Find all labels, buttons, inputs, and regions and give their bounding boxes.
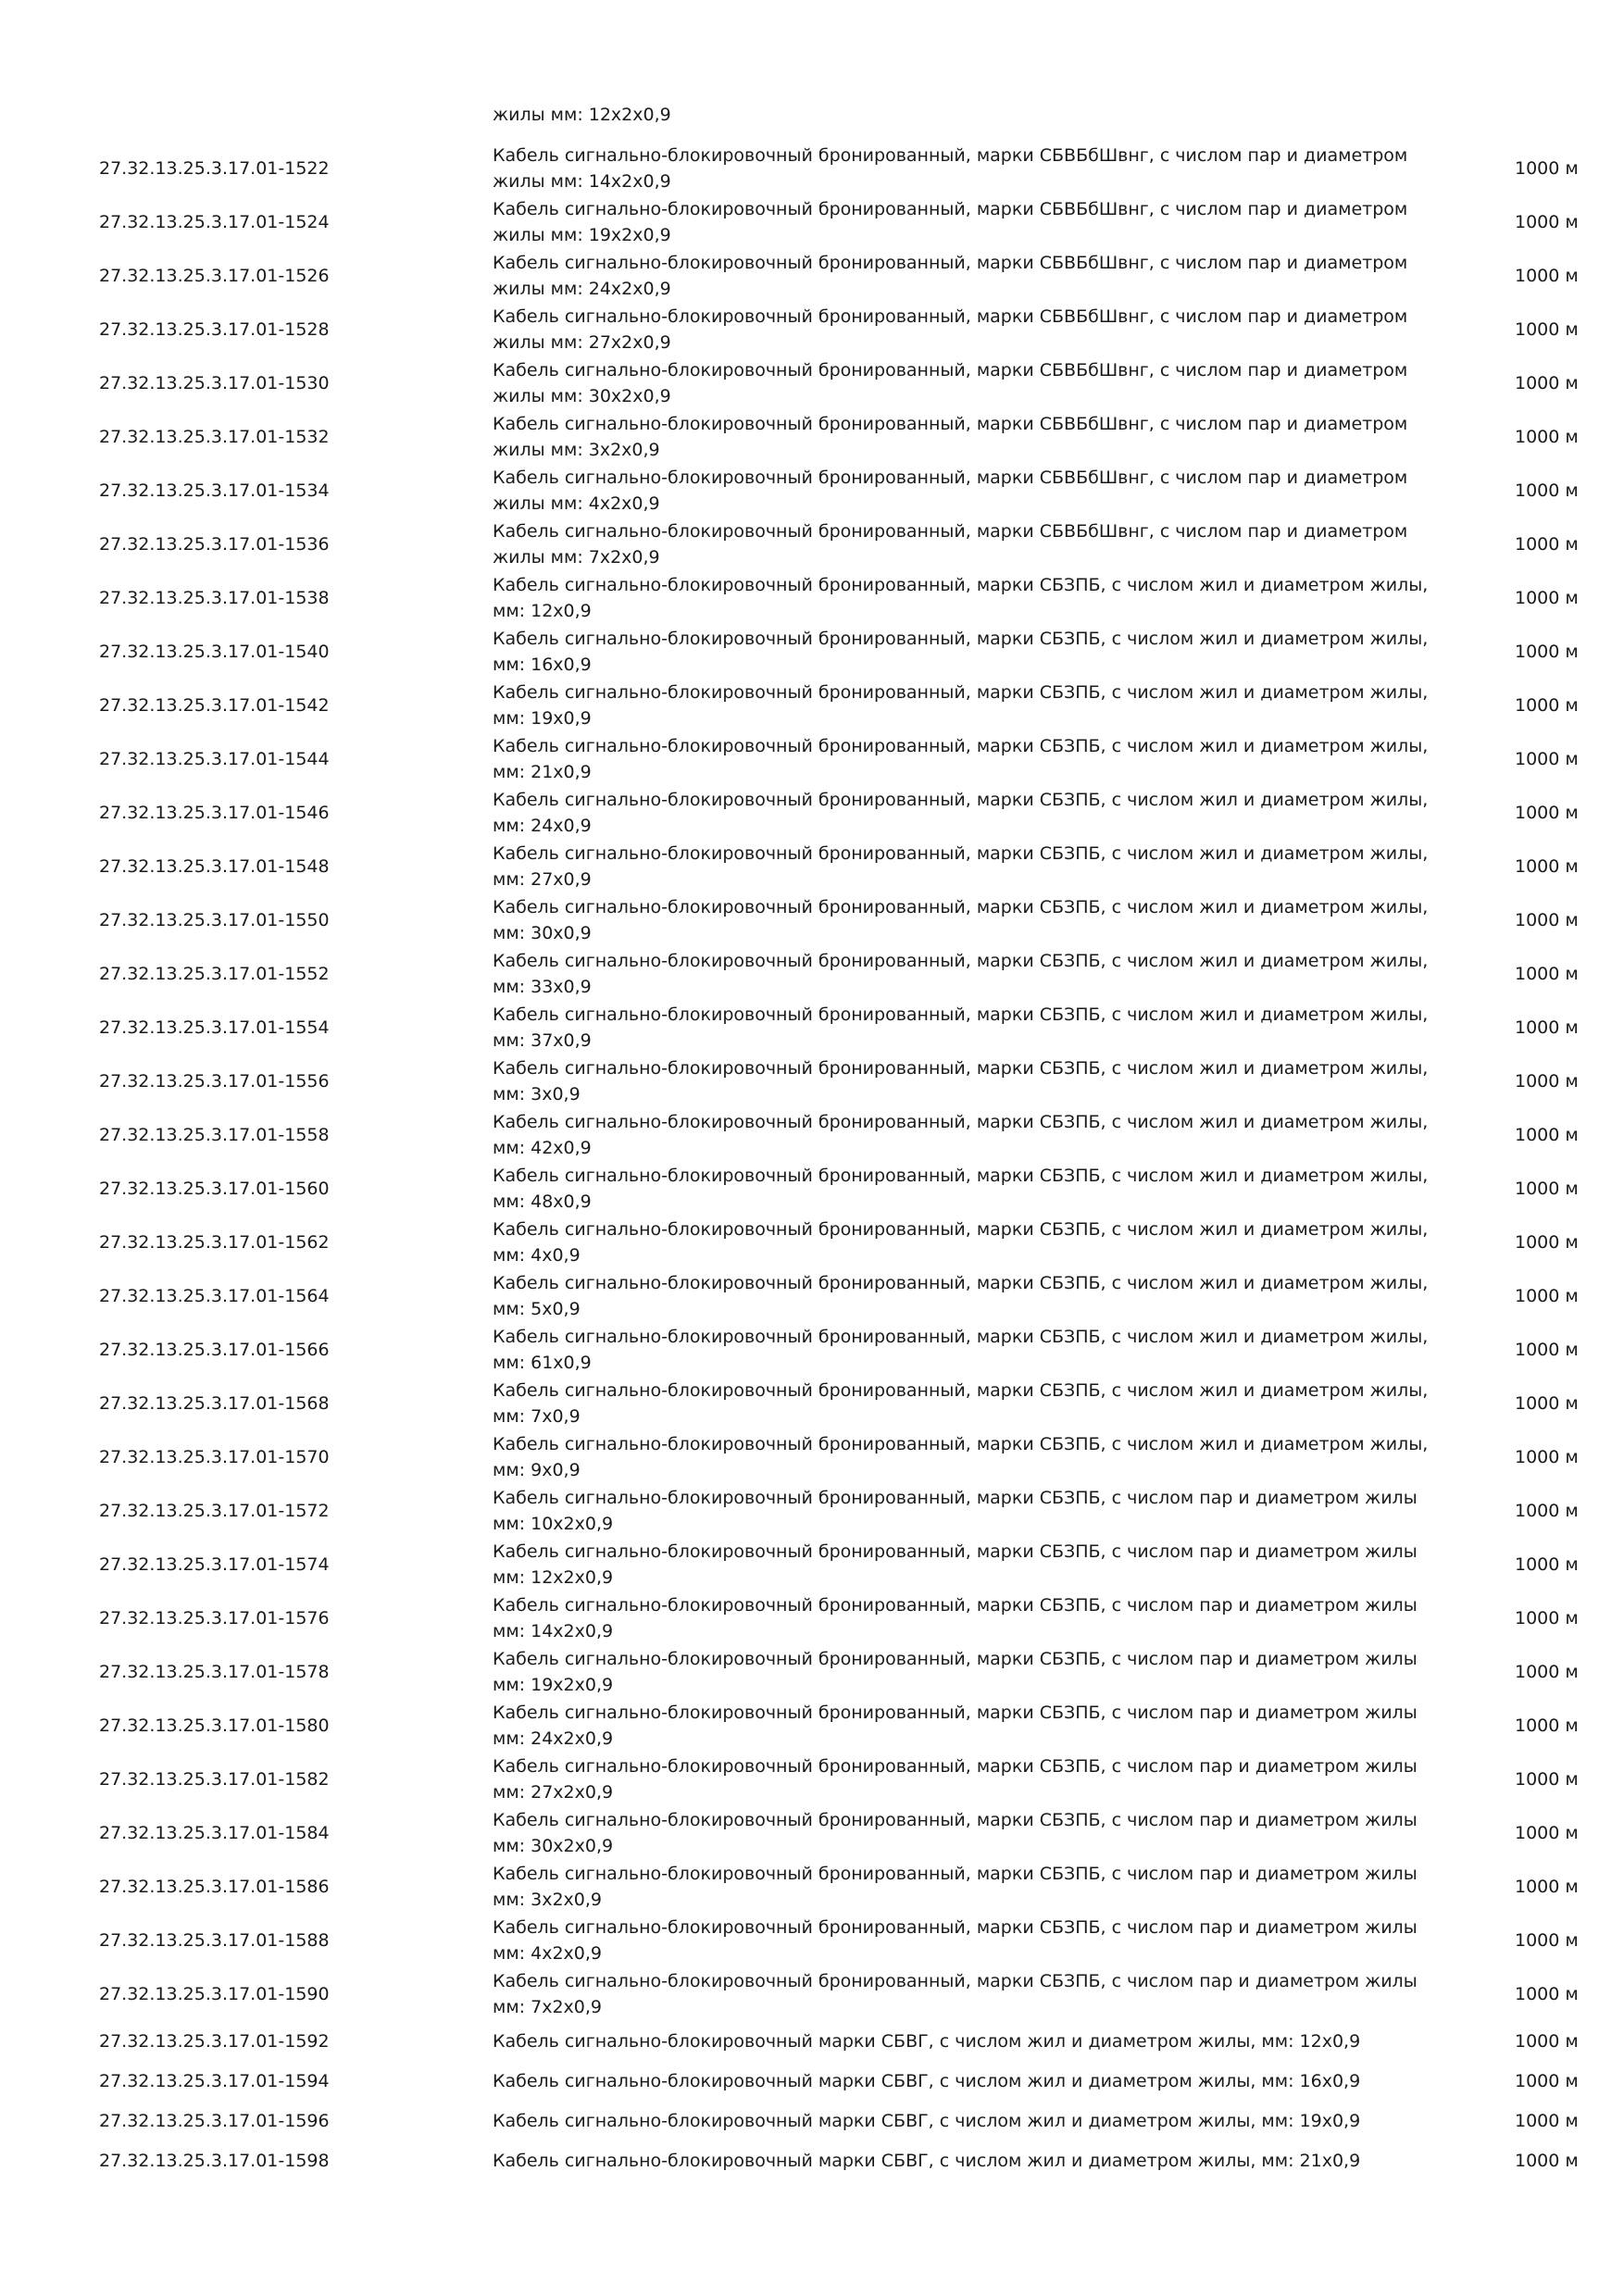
item-description bbox=[493, 357, 1455, 409]
item-code: 27.32.13.25.3.17.01-1536 bbox=[99, 534, 330, 555]
item-description bbox=[493, 1002, 1455, 1054]
item-description bbox=[493, 196, 1455, 248]
table-row bbox=[0, 679, 1624, 732]
item-description-line1: Кабель сигнально-блокировочный бронированный, марки СБВБбШвнг, с числом пар и диаметром bbox=[493, 414, 1408, 434]
item-code: 27.32.13.25.3.17.01-1582 bbox=[99, 1769, 330, 1790]
item-code: 27.32.13.25.3.17.01-1592 bbox=[99, 2030, 330, 2052]
item-description-line1: Кабель сигнально-блокировочный бронированный, марки СБЗПБ, с числом пар и диаметром жилы bbox=[493, 1810, 1418, 1830]
table-row bbox=[0, 571, 1624, 625]
item-unit: 1000 м bbox=[1515, 803, 1579, 823]
item-description-line2: жилы мм: 4x2x0,9 bbox=[493, 493, 660, 514]
item-unit: 1000 м bbox=[1515, 1769, 1579, 1790]
table-row bbox=[0, 464, 1624, 518]
item-description bbox=[493, 518, 1455, 570]
table-row bbox=[0, 1806, 1624, 1860]
item-unit: 1000 м bbox=[1515, 373, 1579, 393]
table-row bbox=[0, 1216, 1624, 1269]
item-description-line2: мм: 42x0,9 bbox=[493, 1138, 592, 1158]
item-unit: 1000 м bbox=[1515, 1608, 1579, 1628]
item-code: 27.32.13.25.3.17.01-1584 bbox=[99, 1823, 330, 1843]
item-unit: 1000 м bbox=[1515, 1877, 1579, 1897]
table-row bbox=[0, 2021, 1624, 2061]
table-row bbox=[0, 732, 1624, 786]
table-row bbox=[0, 2140, 1624, 2180]
item-description-line1: Кабель сигнально-блокировочный бронированный, марки СБЗПБ, с числом жил и диаметром жилы, bbox=[493, 682, 1429, 703]
item-description bbox=[493, 1217, 1455, 1268]
item-description bbox=[493, 1968, 1455, 2020]
item-unit: 1000 м bbox=[1515, 266, 1579, 286]
item-description-line1: Кабель сигнально-блокировочный бронированный, марки СБЗПБ, с числом жил и диаметром жилы, bbox=[493, 1219, 1429, 1240]
item-unit: 1000 м bbox=[1515, 749, 1579, 769]
item-description-line2: мм: 37x0,9 bbox=[493, 1030, 592, 1051]
item-description bbox=[493, 304, 1455, 356]
item-description bbox=[493, 733, 1455, 785]
item-description-line2: мм: 24x0,9 bbox=[493, 816, 592, 836]
item-description-line1: Кабель сигнально-блокировочный бронированный, марки СБЗПБ, с числом пар и диаметром жилы bbox=[493, 1595, 1418, 1616]
item-description bbox=[493, 1807, 1455, 1859]
table-row bbox=[0, 1914, 1624, 1967]
item-unit: 1000 м bbox=[1515, 1984, 1579, 2004]
item-description-line2: мм: 30x0,9 bbox=[493, 923, 592, 943]
item-unit: 1000 м bbox=[1515, 427, 1579, 447]
item-code: 27.32.13.25.3.17.01-1578 bbox=[99, 1662, 330, 1682]
table-row bbox=[0, 2061, 1624, 2101]
item-description-line1: Кабель сигнально-блокировочный бронированный, марки СБЗПБ, с числом жил и диаметром жилы, bbox=[493, 1273, 1429, 1293]
item-description-line2: мм: 10x2x0,9 bbox=[493, 1514, 614, 1534]
item-description-line2: жилы мм: 7x2x0,9 bbox=[493, 547, 660, 568]
item-unit: 1000 м bbox=[1515, 480, 1579, 501]
item-code: 27.32.13.25.3.17.01-1530 bbox=[99, 373, 330, 393]
table-row bbox=[0, 1860, 1624, 1914]
table-row bbox=[0, 1108, 1624, 1162]
item-description-line1: Кабель сигнально-блокировочный бронированный, марки СБЗПБ, с числом пар и диаметром жилы bbox=[493, 1864, 1418, 1884]
item-description-line1: Кабель сигнально-блокировочный бронированный, марки СБЗПБ, с числом жил и диаметром жилы, bbox=[493, 1058, 1429, 1079]
table-row bbox=[0, 625, 1624, 679]
item-code: 27.32.13.25.3.17.01-1532 bbox=[99, 427, 330, 447]
item-description-line1: Кабель сигнально-блокировочный бронированный, марки СБЗПБ, с числом пар и диаметром жилы bbox=[493, 1488, 1418, 1508]
item-description-line2: мм: 48x0,9 bbox=[493, 1192, 592, 1212]
table-row bbox=[0, 1377, 1624, 1430]
item-description-line1: Кабель сигнально-блокировочный бронированный, марки СБЗПБ, с числом жил и диаметром жилы, bbox=[493, 951, 1429, 971]
table-row bbox=[0, 786, 1624, 840]
item-code: 27.32.13.25.3.17.01-1534 bbox=[99, 480, 330, 501]
item-description-line1: Кабель сигнально-блокировочный бронированный, марки СБВБбШвнг, с числом пар и диаметром bbox=[493, 468, 1408, 488]
table-row bbox=[0, 893, 1624, 947]
table-row bbox=[0, 1967, 1624, 2021]
table-row bbox=[0, 1430, 1624, 1484]
item-unit: 1000 м bbox=[1515, 1930, 1579, 1951]
item-description-line2: жилы мм: 3x2x0,9 bbox=[493, 440, 660, 460]
table-row bbox=[0, 1323, 1624, 1377]
item-description-line1: Кабель сигнально-блокировочный бронированный, марки СБЗПБ, с числом пар и диаметром жилы bbox=[493, 1541, 1418, 1562]
item-code: 27.32.13.25.3.17.01-1594 bbox=[99, 2070, 330, 2091]
item-description bbox=[493, 787, 1455, 839]
table-row bbox=[0, 356, 1624, 410]
table-body bbox=[0, 142, 1624, 2180]
item-description-line2: мм: 9x0,9 bbox=[493, 1460, 581, 1480]
table-row bbox=[0, 518, 1624, 571]
item-code: 27.32.13.25.3.17.01-1574 bbox=[99, 1554, 330, 1575]
item-unit: 1000 м bbox=[1515, 2030, 1579, 2052]
item-description bbox=[493, 2068, 1455, 2094]
item-unit: 1000 м bbox=[1515, 1501, 1579, 1521]
item-code: 27.32.13.25.3.17.01-1564 bbox=[99, 1286, 330, 1306]
item-description bbox=[493, 2108, 1455, 2134]
table-row bbox=[0, 1054, 1624, 1108]
item-unit: 1000 м bbox=[1515, 1662, 1579, 1682]
item-description-line1: Кабель сигнально-блокировочный бронированный, марки СБЗПБ, с числом пар и диаметром жилы bbox=[493, 1649, 1418, 1669]
item-description-line2: жилы мм: 24x2x0,9 bbox=[493, 279, 671, 299]
item-description bbox=[493, 2148, 1455, 2174]
item-description bbox=[493, 1055, 1455, 1107]
item-description bbox=[493, 948, 1455, 1000]
item-description-line1: Кабель сигнально-блокировочный марки СБВГ, с числом жил и диаметром жилы, мм: 16x0,9 bbox=[493, 2070, 1361, 2091]
item-description-line1: Кабель сигнально-блокировочный бронированный, марки СБВБбШвнг, с числом пар и диаметром bbox=[493, 521, 1408, 542]
item-description bbox=[493, 1539, 1455, 1591]
item-description-line2: мм: 5x0,9 bbox=[493, 1299, 581, 1319]
item-description-line1: Кабель сигнально-блокировочный бронированный, марки СБВБбШвнг, с числом пар и диаметром bbox=[493, 360, 1408, 381]
item-description-line2: мм: 3x2x0,9 bbox=[493, 1890, 602, 1910]
item-unit: 1000 м bbox=[1515, 1554, 1579, 1575]
item-description-line1: Кабель сигнально-блокировочный марки СБВГ, с числом жил и диаметром жилы, мм: 12x0,9 bbox=[493, 2030, 1361, 2052]
item-unit: 1000 м bbox=[1515, 1125, 1579, 1145]
item-description-line2: мм: 7x2x0,9 bbox=[493, 1997, 602, 2017]
item-description-line2: мм: 19x2x0,9 bbox=[493, 1675, 614, 1695]
item-description bbox=[493, 1485, 1455, 1537]
item-description-line1: Кабель сигнально-блокировочный бронированный, марки СБВБбШвнг, с числом пар и диаметром bbox=[493, 253, 1408, 273]
item-unit: 1000 м bbox=[1515, 1447, 1579, 1467]
item-unit: 1000 м bbox=[1515, 158, 1579, 179]
item-unit: 1000 м bbox=[1515, 1716, 1579, 1736]
item-unit: 1000 м bbox=[1515, 1340, 1579, 1360]
item-description bbox=[493, 1109, 1455, 1161]
item-code: 27.32.13.25.3.17.01-1570 bbox=[99, 1447, 330, 1467]
item-unit: 1000 м bbox=[1515, 695, 1579, 716]
item-code: 27.32.13.25.3.17.01-1586 bbox=[99, 1877, 330, 1897]
item-code: 27.32.13.25.3.17.01-1558 bbox=[99, 1125, 330, 1145]
item-unit: 1000 м bbox=[1515, 2070, 1579, 2091]
item-unit: 1000 м bbox=[1515, 1071, 1579, 1092]
item-description bbox=[493, 1646, 1455, 1698]
item-description bbox=[493, 680, 1455, 731]
item-code: 27.32.13.25.3.17.01-1540 bbox=[99, 642, 330, 662]
item-description bbox=[493, 1163, 1455, 1215]
item-code: 27.32.13.25.3.17.01-1552 bbox=[99, 964, 330, 984]
item-description bbox=[493, 143, 1455, 194]
item-code: 27.32.13.25.3.17.01-1568 bbox=[99, 1393, 330, 1414]
item-description-line2: жилы мм: 14x2x0,9 bbox=[493, 171, 671, 192]
item-description bbox=[493, 1431, 1455, 1483]
item-code: 27.32.13.25.3.17.01-1550 bbox=[99, 910, 330, 930]
item-code: 27.32.13.25.3.17.01-1580 bbox=[99, 1716, 330, 1736]
table-row bbox=[0, 1484, 1624, 1538]
item-unit: 1000 м bbox=[1515, 910, 1579, 930]
table-row bbox=[0, 1699, 1624, 1753]
item-code: 27.32.13.25.3.17.01-1542 bbox=[99, 695, 330, 716]
item-code: 27.32.13.25.3.17.01-1596 bbox=[99, 2110, 330, 2131]
item-description-line2: мм: 12x2x0,9 bbox=[493, 1567, 614, 1588]
item-description-line1: Кабель сигнально-блокировочный бронированный, марки СБЗПБ, с числом пар и диаметром жилы bbox=[493, 1917, 1418, 1938]
item-description-line1: Кабель сигнально-блокировочный бронированный, марки СБВБбШвнг, с числом пар и диаметром bbox=[493, 306, 1408, 327]
item-code: 27.32.13.25.3.17.01-1546 bbox=[99, 803, 330, 823]
item-description-line2: мм: 19x0,9 bbox=[493, 708, 592, 729]
item-code: 27.32.13.25.3.17.01-1572 bbox=[99, 1501, 330, 1521]
table-row bbox=[0, 947, 1624, 1001]
item-description-line2: мм: 61x0,9 bbox=[493, 1353, 592, 1373]
item-description-line1: Кабель сигнально-блокировочный бронированный, марки СБЗПБ, с числом жил и диаметром жилы, bbox=[493, 1327, 1429, 1347]
table-row bbox=[0, 142, 1624, 195]
table-row bbox=[0, 840, 1624, 893]
item-description-line1: Кабель сигнально-блокировочный марки СБВГ, с числом жил и диаметром жилы, мм: 19x0,9 bbox=[493, 2110, 1361, 2131]
item-description-line2: мм: 33x0,9 bbox=[493, 977, 592, 997]
item-description-line1: Кабель сигнально-блокировочный марки СБВГ, с числом жил и диаметром жилы, мм: 21x0,9 bbox=[493, 2150, 1361, 2171]
item-description-line2: жилы мм: 19x2x0,9 bbox=[493, 225, 671, 245]
item-unit: 1000 м bbox=[1515, 2110, 1579, 2131]
table-row bbox=[0, 1269, 1624, 1323]
item-unit: 1000 м bbox=[1515, 856, 1579, 877]
item-description bbox=[493, 1378, 1455, 1429]
item-description-line2: мм: 27x2x0,9 bbox=[493, 1782, 614, 1803]
item-code: 27.32.13.25.3.17.01-1554 bbox=[99, 1017, 330, 1038]
item-description bbox=[493, 1861, 1455, 1913]
table-row bbox=[0, 195, 1624, 249]
item-description-line1: Кабель сигнально-блокировочный бронированный, марки СБЗПБ, с числом жил и диаметром жилы, bbox=[493, 736, 1429, 756]
item-description-line2: мм: 4x2x0,9 bbox=[493, 1943, 602, 1964]
item-code: 27.32.13.25.3.17.01-1556 bbox=[99, 1071, 330, 1092]
item-description-line2: мм: 14x2x0,9 bbox=[493, 1621, 614, 1641]
item-description-line1: Кабель сигнально-блокировочный бронированный, марки СБЗПБ, с числом жил и диаметром жилы, bbox=[493, 843, 1429, 864]
item-unit: 1000 м bbox=[1515, 1017, 1579, 1038]
item-description bbox=[493, 465, 1455, 517]
item-description bbox=[493, 894, 1455, 946]
item-description-line2: мм: 7x0,9 bbox=[493, 1406, 581, 1427]
table-row bbox=[0, 1001, 1624, 1054]
item-code: 27.32.13.25.3.17.01-1576 bbox=[99, 1608, 330, 1628]
continuation-text: жилы мм: 12x2x0,9 bbox=[493, 105, 671, 125]
item-description bbox=[493, 626, 1455, 678]
item-description-line2: мм: 24x2x0,9 bbox=[493, 1728, 614, 1749]
item-code: 27.32.13.25.3.17.01-1560 bbox=[99, 1179, 330, 1199]
item-description-line1: Кабель сигнально-блокировочный бронированный, марки СБВБбШвнг, с числом пар и диаметром bbox=[493, 145, 1408, 166]
item-description-line1: Кабель сигнально-блокировочный бронированный, марки СБЗПБ, с числом жил и диаметром жилы, bbox=[493, 790, 1429, 810]
item-description-line1: Кабель сигнально-блокировочный бронированный, марки СБЗПБ, с числом пар и диаметром жилы bbox=[493, 1971, 1418, 1991]
table-row bbox=[0, 249, 1624, 303]
item-description-line1: Кабель сигнально-блокировочный бронированный, марки СБЗПБ, с числом жил и диаметром жилы, bbox=[493, 1434, 1429, 1454]
item-unit: 1000 м bbox=[1515, 1823, 1579, 1843]
item-description-line2: мм: 16x0,9 bbox=[493, 655, 592, 675]
table-row bbox=[0, 1538, 1624, 1591]
item-description bbox=[493, 1915, 1455, 1966]
item-unit: 1000 м bbox=[1515, 642, 1579, 662]
item-unit: 1000 м bbox=[1515, 2150, 1579, 2171]
item-description-line2: жилы мм: 27x2x0,9 bbox=[493, 332, 671, 353]
item-description bbox=[493, 250, 1455, 302]
item-description-line2: мм: 12x0,9 bbox=[493, 601, 592, 621]
item-code: 27.32.13.25.3.17.01-1538 bbox=[99, 588, 330, 608]
item-code: 27.32.13.25.3.17.01-1524 bbox=[99, 212, 330, 232]
item-description-line1: Кабель сигнально-блокировочный бронированный, марки СБЗПБ, с числом пар и диаметром жилы bbox=[493, 1756, 1418, 1777]
item-code: 27.32.13.25.3.17.01-1522 bbox=[99, 158, 330, 179]
item-description-line2: мм: 27x0,9 bbox=[493, 869, 592, 890]
item-unit: 1000 м bbox=[1515, 319, 1579, 340]
item-description-line1: Кабель сигнально-блокировочный бронированный, марки СБЗПБ, с числом жил и диаметром жилы, bbox=[493, 575, 1429, 595]
item-description-line1: Кабель сигнально-блокировочный бронированный, марки СБВБбШвнг, с числом пар и диаметром bbox=[493, 199, 1408, 219]
table-row bbox=[0, 1162, 1624, 1216]
item-description-line1: Кабель сигнально-блокировочный бронированный, марки СБЗПБ, с числом жил и диаметром жилы, bbox=[493, 1112, 1429, 1132]
item-description-line1: Кабель сигнально-блокировочный бронированный, марки СБЗПБ, с числом жил и диаметром жилы, bbox=[493, 629, 1429, 649]
item-description-line2: мм: 4x0,9 bbox=[493, 1245, 581, 1266]
table-row bbox=[0, 410, 1624, 464]
item-description bbox=[493, 572, 1455, 624]
item-unit: 1000 м bbox=[1515, 1232, 1579, 1253]
item-unit: 1000 м bbox=[1515, 212, 1579, 232]
item-description-line1: Кабель сигнально-блокировочный бронированный, марки СБЗПБ, с числом жил и диаметром жилы, bbox=[493, 1380, 1429, 1401]
item-code: 27.32.13.25.3.17.01-1562 bbox=[99, 1232, 330, 1253]
item-unit: 1000 м bbox=[1515, 534, 1579, 555]
table-row bbox=[0, 1591, 1624, 1645]
item-code: 27.32.13.25.3.17.01-1526 bbox=[99, 266, 330, 286]
item-description bbox=[493, 1700, 1455, 1752]
item-description bbox=[493, 1592, 1455, 1644]
item-code: 27.32.13.25.3.17.01-1528 bbox=[99, 319, 330, 340]
item-description-line1: Кабель сигнально-блокировочный бронированный, марки СБЗПБ, с числом пар и диаметром жилы bbox=[493, 1703, 1418, 1723]
item-description-line2: жилы мм: 30x2x0,9 bbox=[493, 386, 671, 406]
item-unit: 1000 м bbox=[1515, 588, 1579, 608]
item-unit: 1000 м bbox=[1515, 1393, 1579, 1414]
item-code: 27.32.13.25.3.17.01-1544 bbox=[99, 749, 330, 769]
table-row bbox=[0, 1753, 1624, 1806]
table-row bbox=[0, 2101, 1624, 2140]
item-description bbox=[493, 1324, 1455, 1376]
item-unit: 1000 м bbox=[1515, 1179, 1579, 1199]
item-description-line2: мм: 3x0,9 bbox=[493, 1084, 581, 1104]
item-code: 27.32.13.25.3.17.01-1588 bbox=[99, 1930, 330, 1951]
item-description bbox=[493, 411, 1455, 463]
item-unit: 1000 м bbox=[1515, 1286, 1579, 1306]
item-code: 27.32.13.25.3.17.01-1590 bbox=[99, 1984, 330, 2004]
item-code: 27.32.13.25.3.17.01-1548 bbox=[99, 856, 330, 877]
table-row bbox=[0, 303, 1624, 356]
item-description bbox=[493, 1270, 1455, 1322]
item-description-line1: Кабель сигнально-блокировочный бронированный, марки СБЗПБ, с числом жил и диаметром жилы, bbox=[493, 1166, 1429, 1186]
item-description-line1: Кабель сигнально-блокировочный бронированный, марки СБЗПБ, с числом жил и диаметром жилы, bbox=[493, 1004, 1429, 1025]
item-unit: 1000 м bbox=[1515, 964, 1579, 984]
item-description bbox=[493, 1753, 1455, 1805]
item-description-line1: Кабель сигнально-блокировочный бронированный, марки СБЗПБ, с числом жил и диаметром жилы, bbox=[493, 897, 1429, 917]
item-description bbox=[493, 2028, 1455, 2054]
item-code: 27.32.13.25.3.17.01-1598 bbox=[99, 2150, 330, 2171]
table-row bbox=[0, 1645, 1624, 1699]
item-description bbox=[493, 841, 1455, 892]
item-description-line2: мм: 30x2x0,9 bbox=[493, 1836, 614, 1856]
item-description-line2: мм: 21x0,9 bbox=[493, 762, 592, 782]
item-code: 27.32.13.25.3.17.01-1566 bbox=[99, 1340, 330, 1360]
